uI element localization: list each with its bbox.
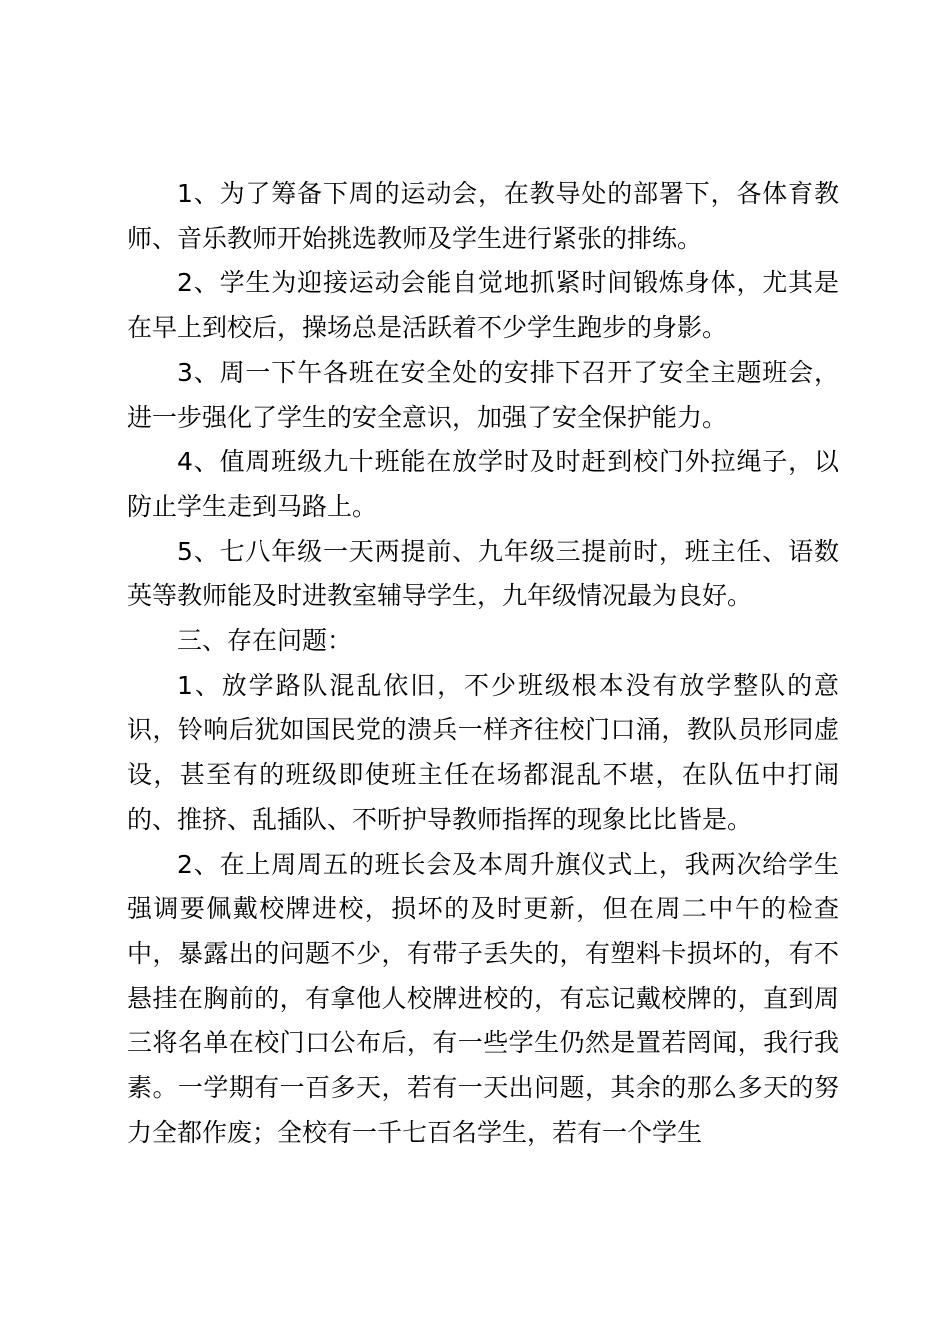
paragraph-problem-1: 1、放学路队混乱依旧，不少班级根本没有放学整队的意识，铃响后犹如国民党的溃兵一样齐往校门口涌，教队员形同虚设，甚至有的班级即使班主任在场都混乱不堪，在队伍中打闹的、推挤、乱插队、不听护导教师指挥的现象比比皆是。 [127,670,839,834]
paragraph-problem-2: 2、在上周周五的班长会及本周升旗仪式上，我两次给学生强调要佩戴校牌进校，损坏的及时更新，但在周二中午的检查中，暴露出的问题不少，有带子丢失的，有塑料卡损坏的，有不悬挂在胸前的，有拿他人校牌进校的，有忘记戴校牌的，直到周三将名单在校门口公布后，有一些学生仍然是置若罔闻，我行我素。一学期有一百多天，若有一天出问题，其余的那么多天的努力全都作废；全校有一千七百名学生，若有一个学生 [127,849,839,1147]
paragraph-5: 5、七八年级一天两提前、九年级三提前时，班主任、语数英等教师能及时进教室辅导学生，九年级情况最为良好。 [127,536,839,611]
paragraph-1: 1、为了筹备下周的运动会，在教导处的部署下，各体育教师、音乐教师开始挑选教师及学生进行紧张的排练。 [127,179,839,253]
paragraph-4: 4、值周班级九十班能在放学时及时赶到校门外拉绳子，以防止学生走到马路上。 [127,447,839,521]
paragraph-3: 3、周一下午各班在安全处的安排下召开了安全主题班会，进一步强化了学生的安全意识，加强了安全保护能力。 [127,357,839,432]
document-body [127,172,839,1155]
paragraph-2: 2、学生为迎接运动会能自觉地抓紧时间锻炼身体，尤其是在早上到校后，操场总是活跃着不少学生跑步的身影。 [127,268,839,343]
section-heading-problems: 三、存在问题： [177,626,353,656]
